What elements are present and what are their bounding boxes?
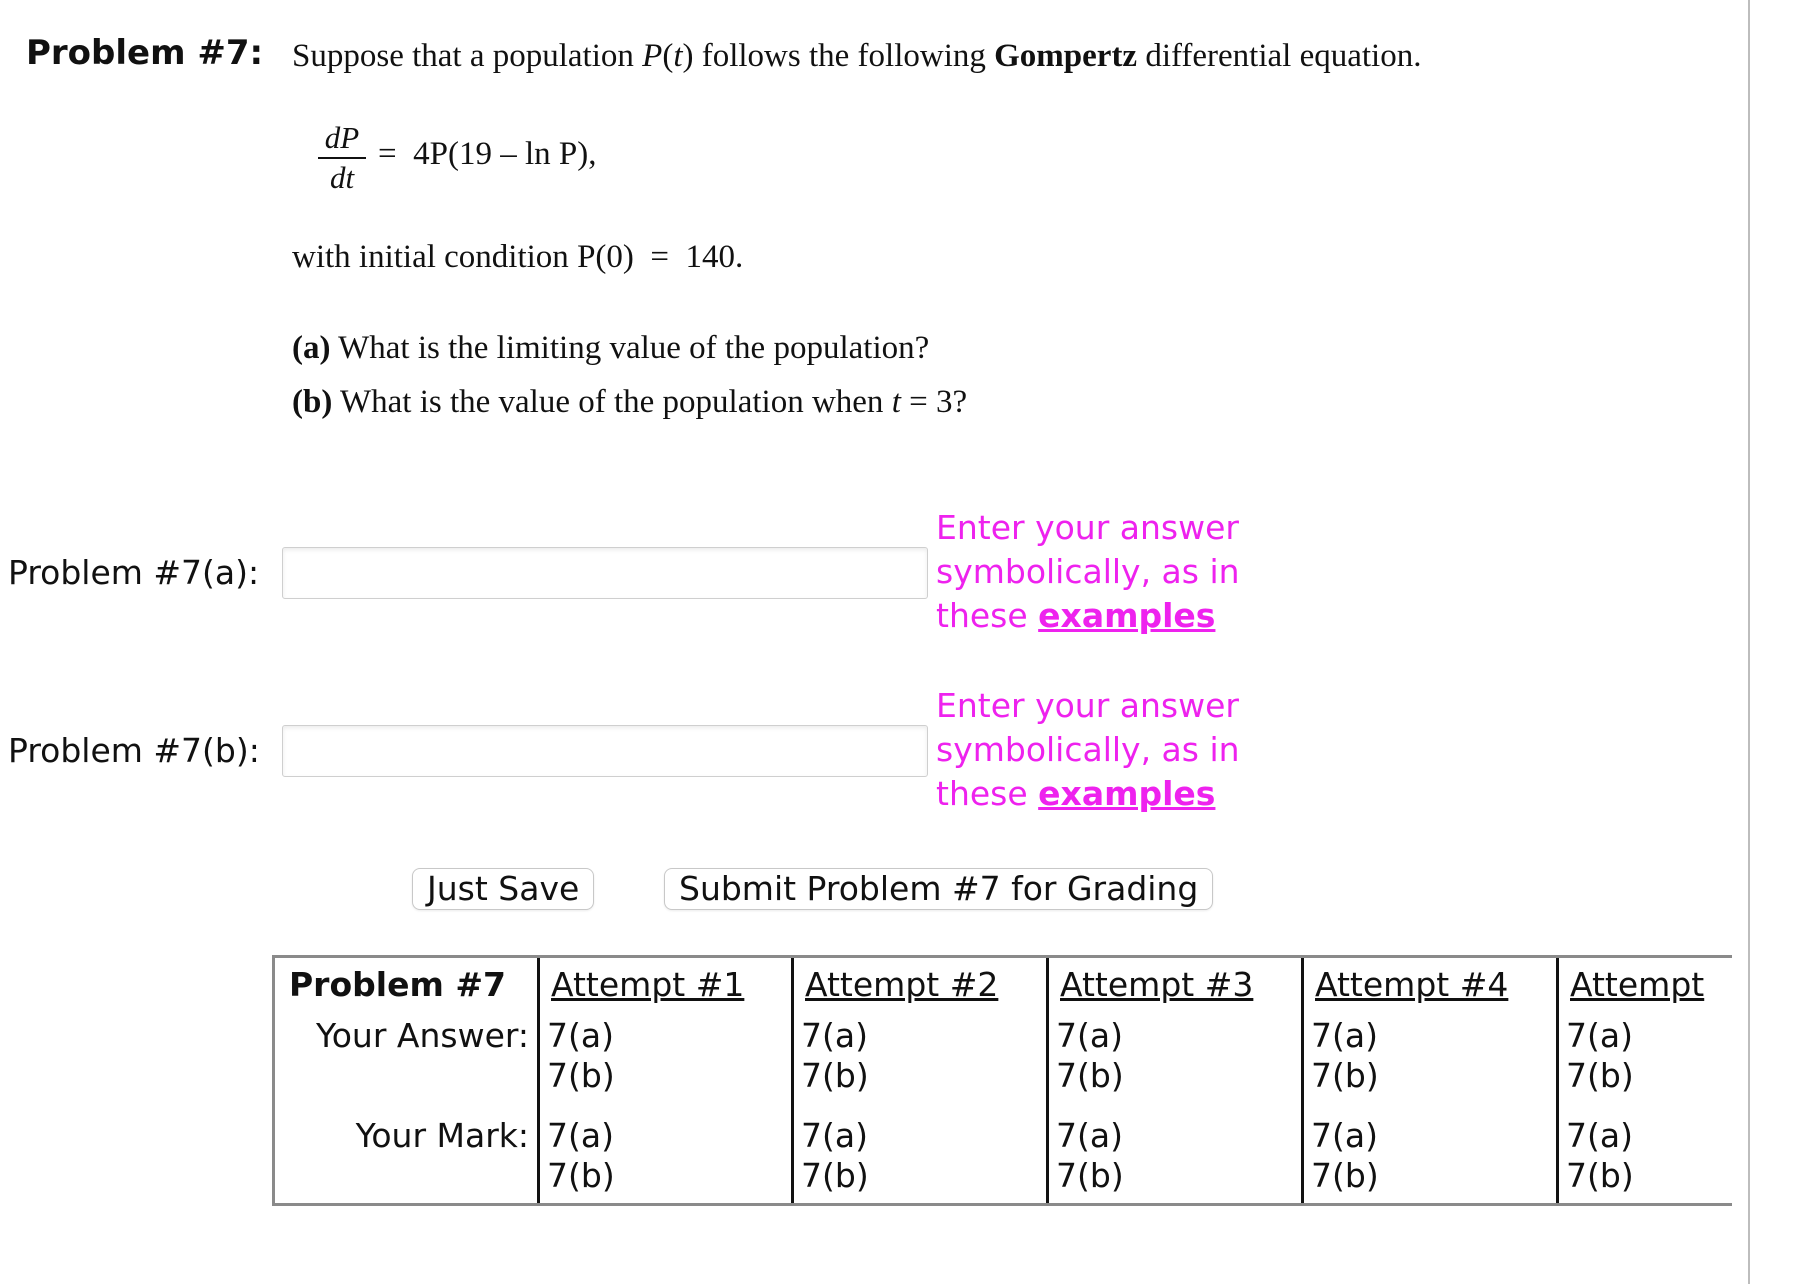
statement-mid: follows the following [693, 38, 995, 74]
attempt-1-link[interactable]: Attempt #1 [551, 965, 745, 1004]
attempt-5-mark-a: 7(a) [1566, 1116, 1633, 1155]
question-a [292, 330, 929, 367]
question-b-label: (b) [292, 384, 333, 420]
model-name: Gompertz [994, 38, 1138, 74]
column-separator [1046, 958, 1049, 1203]
initial-condition [292, 239, 743, 276]
attempt-2-link[interactable]: Attempt #2 [805, 965, 999, 1004]
attempt-3-answer-a: 7(a) [1056, 1016, 1123, 1055]
attempts-table [272, 955, 1732, 1206]
attempt-4-answer-b: 7(b) [1311, 1056, 1379, 1095]
attempt-5-mark-b: 7(b) [1566, 1156, 1634, 1195]
attempt-4-mark-a: 7(a) [1311, 1116, 1378, 1155]
attempt-column-4 [1307, 958, 1557, 1203]
column-separator [791, 958, 794, 1203]
attempt-3-link[interactable]: Attempt #3 [1060, 965, 1254, 1004]
paren-open: ( [662, 38, 674, 74]
equation-equals: = [378, 136, 397, 172]
answer-a-label: Problem #7(a): [8, 553, 260, 592]
answer-a-hint [936, 506, 1316, 638]
fraction-denominator: dt [329, 160, 355, 195]
equation-expression: 4P(19 – ln P), [413, 136, 597, 172]
answer-a-examples-link[interactable]: examples [1038, 596, 1216, 635]
attempt-4-answer-a: 7(a) [1311, 1016, 1378, 1055]
attempt-1-mark-b: 7(b) [547, 1156, 615, 1195]
table-header-problem: Problem #7 [289, 965, 506, 1004]
question-a-text: What is the limiting value of the population? [330, 330, 930, 366]
question-b [292, 384, 967, 421]
attempt-2-answer-b: 7(b) [801, 1056, 869, 1095]
attempt-column-2 [797, 958, 1047, 1203]
function-var: t [673, 38, 683, 74]
column-separator [1301, 958, 1304, 1203]
problem-heading: Problem #7: [26, 33, 264, 73]
paren-close: ) [682, 38, 694, 74]
question-b-var: t [891, 384, 901, 420]
attempt-1-mark-a: 7(a) [547, 1116, 614, 1155]
attempt-2-answer-a: 7(a) [801, 1016, 868, 1055]
statement-prefix: Suppose that a population [292, 38, 643, 74]
initial-value: 140. [685, 239, 744, 275]
fraction-numerator: dP [324, 120, 360, 155]
question-b-text: What is the value of the population when [332, 384, 892, 420]
initial-equals: = [650, 239, 670, 275]
attempt-1-answer-a: 7(a) [547, 1016, 614, 1055]
function-name: P [642, 38, 663, 74]
attempt-2-mark-a: 7(a) [801, 1116, 868, 1155]
fraction-bar [318, 157, 366, 159]
table-label-column [275, 958, 537, 1203]
attempt-3-mark-b: 7(b) [1056, 1156, 1124, 1195]
attempt-5-link[interactable]: Attempt [1570, 965, 1705, 1004]
attempt-column-5 [1562, 958, 1732, 1203]
attempt-column-1 [543, 958, 788, 1203]
submit-button[interactable]: Submit Problem #7 for Grading [664, 868, 1213, 910]
attempt-1-answer-b: 7(b) [547, 1056, 615, 1095]
answer-b-label: Problem #7(b): [8, 731, 260, 770]
attempt-5-answer-a: 7(a) [1566, 1016, 1633, 1055]
initial-prefix: with initial condition [292, 239, 578, 275]
attempt-3-answer-b: 7(b) [1056, 1056, 1124, 1095]
problem-statement [292, 38, 1421, 75]
answer-a-input[interactable] [282, 547, 928, 599]
equation-rhs [378, 136, 596, 173]
attempt-4-link[interactable]: Attempt #4 [1315, 965, 1509, 1004]
question-a-label: (a) [292, 330, 331, 366]
just-save-button[interactable]: Just Save [412, 868, 594, 910]
statement-suffix: differential equation. [1137, 38, 1422, 74]
attempt-5-answer-b: 7(b) [1566, 1056, 1634, 1095]
attempt-3-mark-a: 7(a) [1056, 1116, 1123, 1155]
answer-a-hint-text: Enter your answer symbolically, as in these [936, 508, 1240, 635]
answer-b-hint [936, 684, 1316, 816]
derivative-fraction [318, 120, 366, 196]
answer-b-examples-link[interactable]: examples [1038, 774, 1216, 813]
row-label-answer: Your Answer: [315, 1016, 529, 1055]
column-separator [537, 958, 540, 1203]
column-separator [1556, 958, 1559, 1203]
page-right-border [1748, 0, 1750, 1284]
initial-expr: P(0) [577, 239, 634, 275]
answer-b-hint-text: Enter your answer symbolically, as in these [936, 686, 1240, 813]
attempt-column-3 [1052, 958, 1302, 1203]
question-b-cond: = 3? [900, 384, 968, 420]
attempt-4-mark-b: 7(b) [1311, 1156, 1379, 1195]
attempt-2-mark-b: 7(b) [801, 1156, 869, 1195]
row-label-mark: Your Mark: [355, 1116, 529, 1155]
answer-b-input[interactable] [282, 725, 928, 777]
